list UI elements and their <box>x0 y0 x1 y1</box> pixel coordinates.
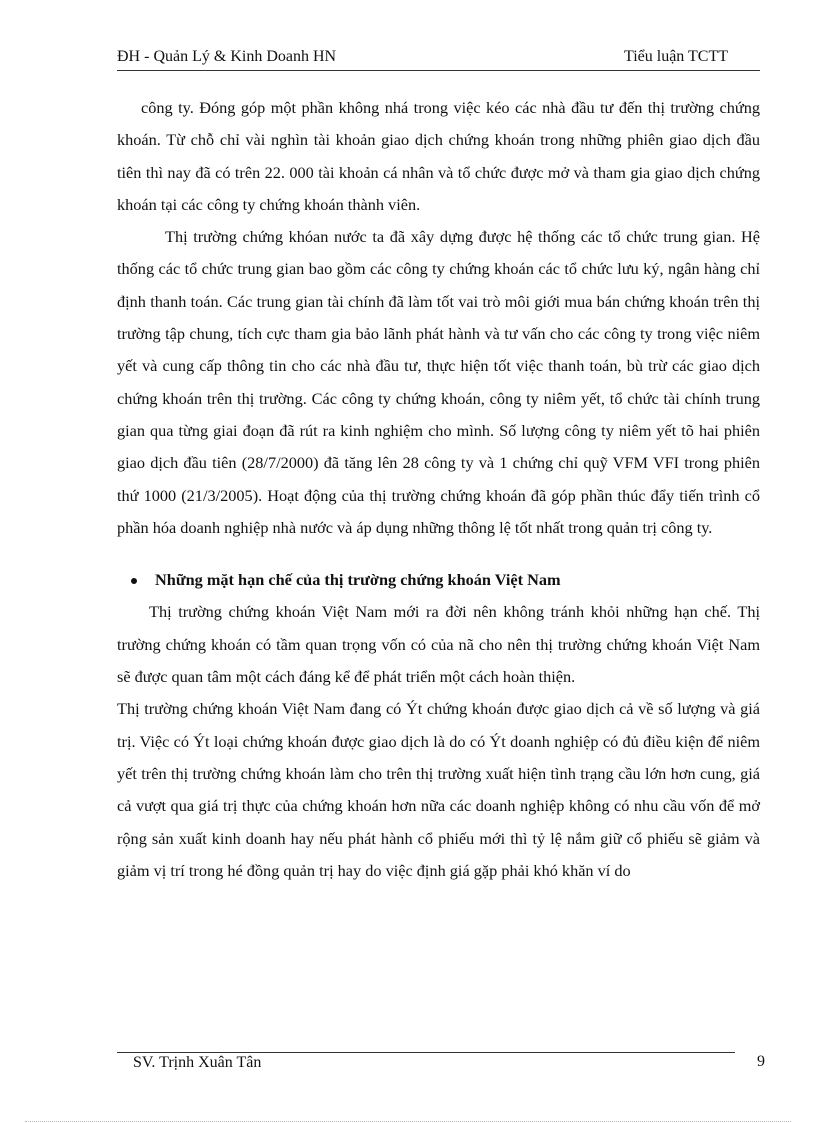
paragraph-1: công ty. Đóng góp một phần không nhá trong việc kéo các nhà đầu tư đến thị trường chứng khoán. Từ chỗ chỉ vài nghìn tài khoản giao dịch chứng khoán trong những phiên giao dịch đầu tiên thì nay đã có trên 22. 000 tài khoản cá nhân và tổ chức được mở và tham gia giao dịch chứng khoán tại các công ty chứng khoán thành viên. <box>117 98 760 214</box>
header-left-text: ĐH - Quản Lý & Kinh Doanh HN <box>117 48 337 65</box>
section-heading-text: Những mặt hạn chế của thị trường chứng khoán Việt Nam <box>155 570 561 590</box>
section-heading <box>117 564 760 596</box>
header-right-text: Tiểu luận TCTT <box>623 48 728 65</box>
page-header <box>117 48 760 71</box>
bullet-icon <box>131 578 137 584</box>
document-body <box>117 92 760 887</box>
page-number: 9 <box>757 1053 765 1070</box>
page-bottom-border <box>25 1121 791 1122</box>
footer-divider <box>117 1052 735 1053</box>
paragraph-3: Thị trường chứng khoán Việt Nam mới ra đời nên không tránh khỏi những hạn chế. Thị trường chứng khoán có tầm quan trọng vốn có của nã cho nên thị trường chứng khoán Việt Nam sẽ được quan tâm một cách đáng kể để phát triển một cách hoàn thiện. <box>117 602 760 687</box>
paragraph-2: Thị trường chứng khóan nước ta đã xây dựng được hệ thống các tổ chức trung gian. Hệ thống các tổ chức trung gian bao gồm các công ty chứng khoán các tổ chức lưu ký, ngân hàng chỉ định thanh toán. Các trung gian tài chính đã làm tốt vai trò môi giới mua bán chứng khoán trên thị trường tập chung, tích cực tham gia bảo lãnh phát hành và tư vấn cho các công ty trong việc niêm yết và cung cấp thông tin cho các nhà đầu tư, thực hiện tốt việc thanh toán, bù trừ các giao dịch chứng khoán trên thị trường. Các công ty chứng khoán, công ty niêm yết, tổ chức tài chính trung gian qua từng giai đoạn đã rút ra kinh nghiệm cho mình. Số lượng công ty niêm yết tõ hai phiên giao dịch đầu tiên (28/7/2000) đã tăng lên 28 công ty và 1 chứng chỉ quỹ VFM VFI trong phiên thứ 1000 (21/3/2005). Hoạt động của thị trường chứng khoán đã góp phần thúc đẩy tiến trình cổ phần hóa doanh nghiệp nhà nước và áp dụng những thông lệ tốt nhất trong quản trị công ty. <box>117 227 760 537</box>
footer-author: SV. Trịnh Xuân Tân <box>133 1054 262 1071</box>
paragraph-4: Thị trường chứng khoán Việt Nam đang có Ýt chứng khoán được giao dịch cả về số lượng và giá trị. Việc có Ýt loại chứng khoán được giao dịch là do có Ýt doanh nghiệp có đủ điều kiện để niêm yết trên thị trường chứng khoán làm cho trên thị trường xuất hiện tình trạng cầu lớn hơn cung, giá cả vượt qua giá trị thực của chứng khoán hơn nữa các doanh nghiệp không có nhu cầu vốn để mở rộng sản xuất kinh doanh hay nếu phát hành cổ phiếu mới thì tỷ lệ nắm giữ cổ phiếu sẽ giảm và giảm vị trí trong hé đồng quản trị hay do việc định giá gặp phải khó khăn ví do <box>117 699 760 880</box>
